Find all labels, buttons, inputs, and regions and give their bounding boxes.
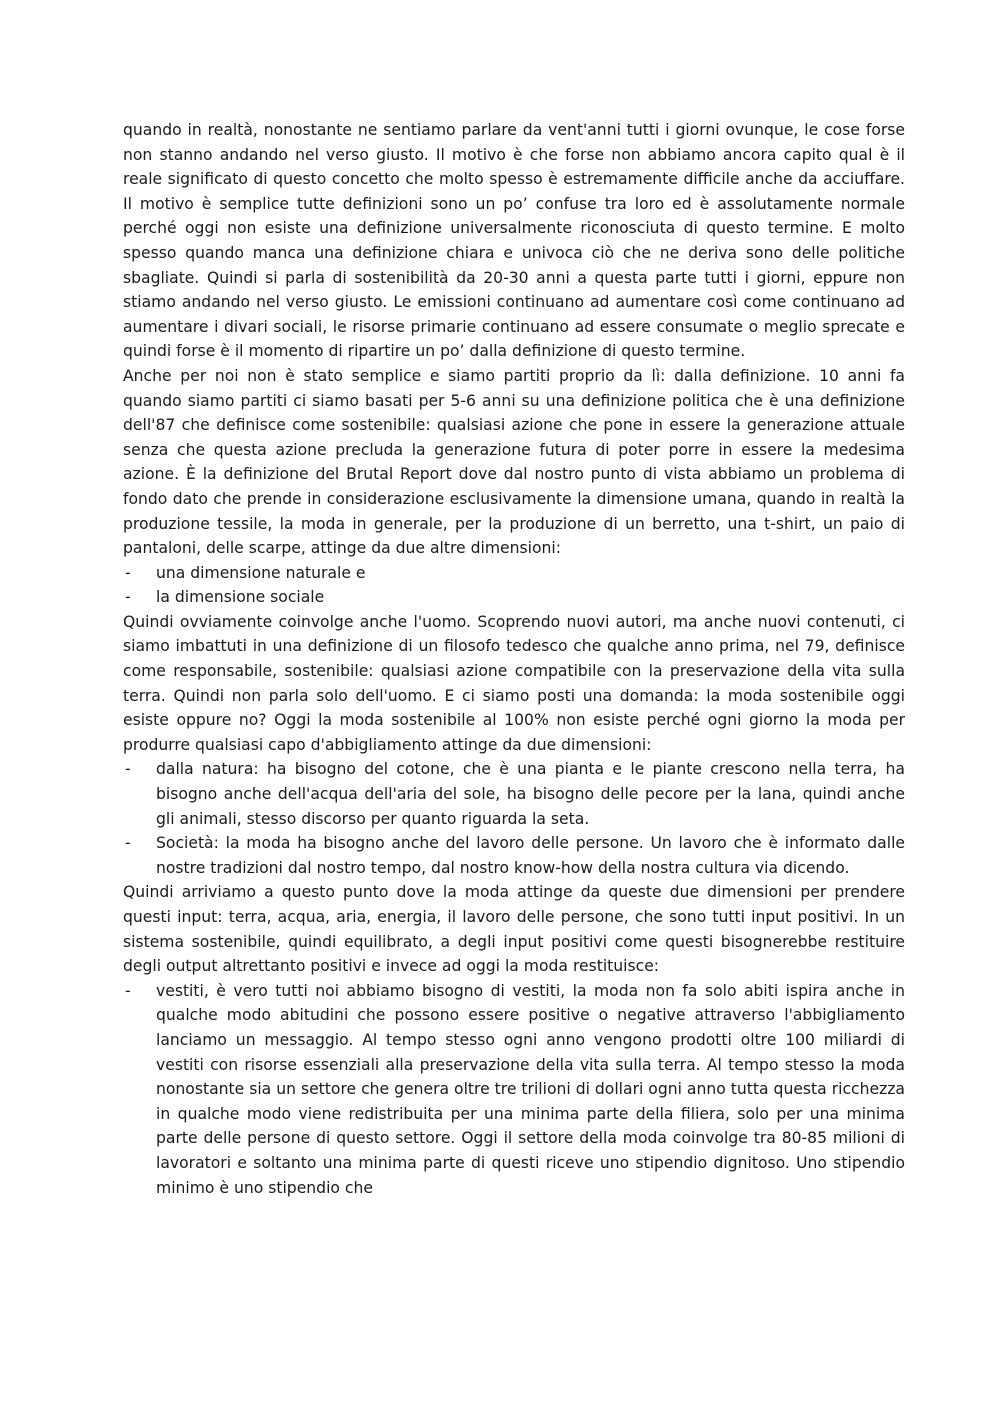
list-item — [123, 585, 905, 610]
bullet-dash: - — [125, 563, 131, 582]
bullet-dash: - — [125, 834, 131, 853]
bullet-dash: - — [125, 981, 131, 1000]
list-item — [123, 757, 905, 831]
list-item — [123, 831, 905, 880]
dimensions-list — [123, 561, 905, 610]
document-page — [123, 118, 905, 1200]
body-paragraph-4: Quindi arriviamo a questo punto dove la moda attinge da queste due dimensioni per prendere questi input: terra, acqua, aria, energia, il lavoro delle persone, che sono tutti input positivi. In un sistema sostenibile, quindi equilibrato, a degli input positivi come questi bisognerebbe restituire degli output altrettanto positivi e invece ad oggi la moda restituisce: — [123, 883, 905, 976]
body-paragraph-1: quando in realtà, nonostante ne sentiamo parlare da vent'anni tutti i giorni ovunque, le cose forse non stanno andando nel verso giusto. Il motivo è che forse non abbiamo ancora capito qual è il reale significato di questo concetto che molto spesso è estremamente difficile anche da acciuffare. Il motivo è semplice tutte definizioni sono un po’ confuse tra loro ed è assolutamente normale perché oggi non esiste una definizione universalmente riconosciuta di questo termine. E molto spesso quando manca una definizione chiara e univoca ciò che ne deriva sono delle politiche sbagliate. Quindi si parla di sostenibilità da 20-30 anni a questa parte tutti i giorni, eppure non stiamo andando nel verso giusto. Le emissioni continuano ad aumentare così come continuano ad aumentare i divari sociali, le risorse primarie continuano ad essere consumate o meglio sprecate e quindi forse è il momento di ripartire un po’ dalla definizione di questo termine. — [123, 121, 905, 361]
outputs-list — [123, 979, 905, 1200]
list-item — [123, 561, 905, 586]
bullet-dash: - — [125, 760, 131, 779]
bullet-dash: - — [125, 588, 131, 607]
sources-list — [123, 757, 905, 880]
body-paragraph-3: Quindi ovviamente coinvolge anche l'uomo. Scoprendo nuovi autori, ma anche nuovi contenuti, ci siamo imbattuti in una definizione di un filosofo tedesco che qualche anno prima, nel 79, definisce come responsabile, sostenibile: qualsiasi azione compatibile con la preservazione della vita sulla terra. Quindi non parla solo dell'uomo. E ci siamo posti una domanda: la moda sostenibile oggi esiste oppure no? Oggi la moda sostenibile al 100% non esiste perché ogni giorno la moda per produrre qualsiasi capo d'abbigliamento attinge da due dimensioni: — [123, 612, 905, 754]
list-item-text: vestiti, è vero tutti noi abbiamo bisogno di vestiti, la moda non fa solo abiti ispira anche in qualche modo abitudini che possono essere positive o negative attraverso l'abbigliamento lanciamo un messaggio. Al tempo stesso ogni anno vengono prodotti oltre 100 miliardi di vestiti con risorse essenziali alla preservazione della vita sulla terra. Al tempo stesso la moda nonostante sia un settore che genera oltre tre trilioni di dollari ogni anno tutta questa ricchezza in qualche modo viene redistribuita per una minima parte della filiera, solo per una minima parte delle persone di questo settore. Oggi il settore della moda coinvolge tra 80-85 milioni di lavoratori e soltanto una minima parte di questi riceve uno stipendio dignitoso. Uno stipendio minimo è uno stipendio che — [156, 981, 905, 1197]
list-item-text: la dimensione sociale — [156, 588, 325, 607]
list-item-text: dalla natura: ha bisogno del cotone, che è una pianta e le piante crescono nella terra, ha bisogno anche dell'acqua dell'aria del sole, ha bisogno delle pecore per la lana, quindi anche gli animali, stesso discorso per quanto riguarda la seta. — [156, 760, 905, 828]
body-paragraph-2: Anche per noi non è stato semplice e siamo partiti proprio da lì: dalla definizione. 10 anni fa quando siamo partiti ci siamo basati per 5-6 anni su una definizione politica che è una definizione dell'87 che definisce come sostenibile: qualsiasi azione che pone in essere la generazione attuale senza che questa azione precluda la generazione futura di poter porre in essere la medesima azione. È la definizione del Brutal Report dove dal nostro punto di vista abbiamo un problema di fondo dato che prende in considerazione esclusivamente la dimensione umana, quando in realtà la produzione tessile, la moda in generale, per la produzione di un berretto, una t-shirt, un paio di pantaloni, delle scarpe, attinge da due altre dimensioni: — [123, 366, 905, 558]
list-item — [123, 979, 905, 1200]
list-item-text: una dimensione naturale e — [156, 563, 366, 582]
list-item-text: Società: la moda ha bisogno anche del lavoro delle persone. Un lavoro che è informato dalle nostre tradizioni dal nostro tempo, dal nostro know-how della nostra cultura via dicendo. — [156, 834, 905, 877]
